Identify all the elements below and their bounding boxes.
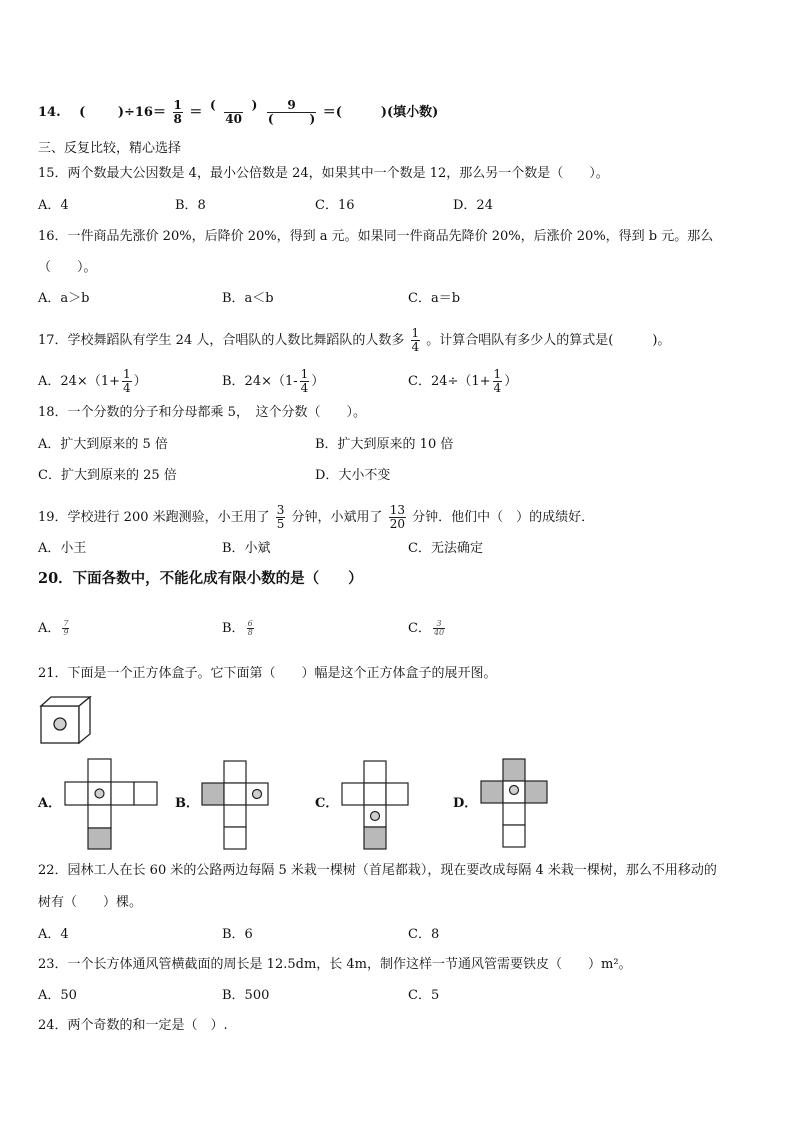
cube-figure [38,696,94,746]
q21-option-a-label: A． [38,796,62,811]
q19-frac-13-20: $\frac{13}{20}$ [389,503,405,531]
q18-stem: 18．一个分数的分子和分母都乘 5， 这个分数（ ）。 [38,405,366,420]
net-a [64,758,156,850]
q22-stem-2: 树有（ ）棵。 [38,895,143,910]
q17-option-a: A．24×（1+ $\frac{1}{4}$ ） [38,367,147,395]
q20-frac-6-8: $\frac{6}{8}$ [247,619,253,637]
q19-stem-b: 分钟，小斌用了 [291,510,383,525]
q17-optA-frac: $\frac{1}{4}$ [123,367,131,395]
q18-option-c: C．扩大到原来的 25 倍 [38,468,177,483]
section-3-heading: 三、反复比较，精心选择 [38,141,182,156]
q20-option-c: C． $\frac{3}{40}$ [408,619,445,637]
q18-option-a: A．扩大到原来的 5 倍 [38,437,168,452]
q24-stem: 24．两个奇数的和一定是（ ）. [38,1018,228,1033]
q19-frac-3-5: $\frac{3}{5}$ [276,503,285,531]
q19-stem-c: 分钟．他们中（ ）的成绩好． [412,510,595,525]
q22-option-b: B．6 [222,927,253,942]
q14-frac-9-blank: $\frac{9}{( )}$ [267,98,316,126]
q15-option-a: A．4 [38,198,69,213]
q23-option-a: A．50 [38,988,77,1003]
q20-option-a: A． $\frac{7}{9}$ [38,619,69,637]
q16-option-b: B．a＜b [222,291,274,306]
q22-stem-1: 22．园林工人在长 60 米的公路两边每隔 5 米栽一棵树（首尾都栽），现在要改成每隔 4 米栽一棵树，那么不用移动的 [38,863,717,878]
q16-option-a: A．a＞b [38,291,90,306]
q14-tail: ＝( )(填小数) [322,105,439,120]
q17-frac-1-4: $\frac{1}{4}$ [411,326,420,354]
q20-frac-7-9: $\frac{7}{9}$ [63,619,69,637]
q20-option-b: B． $\frac{6}{8}$ [222,619,253,637]
q15-option-c: C．16 [315,198,355,213]
q17-optB-frac: $\frac{1}{4}$ [300,367,309,395]
net-b [201,760,273,850]
q19-stem [38,504,594,531]
q19-option-c: C．无法确定 [408,541,483,556]
q14-frac-blank-40: $\frac{( )}{40}$ [209,98,258,126]
q22-option-c: C．8 [408,927,440,942]
q17-stem-b: 。计算合唱队有多少人的算式是( )。 [426,333,671,348]
q14-line [38,99,438,126]
q16-stem-1: 16．一件商品先涨价 20%，后降价 20%，得到 a 元。如果同一件商品先降价 20%，后涨价 20%，得到 b 元。那么 [38,229,714,244]
q14-paren-open: ( [79,105,86,120]
q21-option-c-label: C． [315,796,339,811]
q17-stem [38,327,670,354]
q15-option-d: D．24 [453,198,493,213]
q14-div-text: )÷16＝ [117,105,166,120]
q22-option-a: A．4 [38,927,69,942]
q18-option-b: B．扩大到原来的 10 倍 [315,437,454,452]
q17-option-c: C．24÷（1+ $\frac{1}{4}$ ） [408,367,518,395]
q15-option-b: B．8 [175,198,206,213]
q16-stem-2: （ ）。 [38,260,97,275]
q23-stem: 23．一个长方体通风管横截面的周长是 12.5dm，长 4m，制作这样一节通风管需要铁皮（ ）m²。 [38,957,632,972]
net-d [480,758,552,848]
q21-option-d-label: D． [453,796,478,811]
q17-optC-frac: $\frac{1}{4}$ [493,367,502,395]
q17-option-b: B．24×（1- $\frac{1}{4}$ ） [222,367,325,395]
q20-frac-3-40: $\frac{3}{40}$ [433,619,445,637]
q21-stem: 21．下面是一个正方体盒子。它下面第（ ）幅是这个正方体盒子的展开图。 [38,666,497,681]
net-c [341,760,413,850]
q17-stem-a: 17．学校舞蹈队有学生 24 人，合唱队的人数比舞蹈队的人数多 [38,333,405,348]
q14-eq: ＝ [189,105,203,120]
q19-option-a: A．小王 [38,541,87,556]
q19-option-b: B．小斌 [222,541,271,556]
q21-option-b-label: B． [175,796,199,811]
q23-option-b: B．500 [222,988,270,1003]
q14-frac-1-8: $\frac{1}{8}$ [173,98,182,126]
q14-number: 14. [38,105,61,120]
q20-stem: 20．下面各数中，不能化成有限小数的是（ ） [38,570,363,587]
q19-stem-a: 19．学校进行 200 米跑测验，小王用了 [38,510,270,525]
q23-option-c: C．5 [408,988,440,1003]
q16-option-c: C．a＝b [408,291,461,306]
q15-stem: 15．两个数最大公因数是 4，最小公倍数是 24，如果其中一个数是 12，那么另一个数是（ ）。 [38,166,609,181]
q18-option-d: D．大小不变 [315,468,391,483]
